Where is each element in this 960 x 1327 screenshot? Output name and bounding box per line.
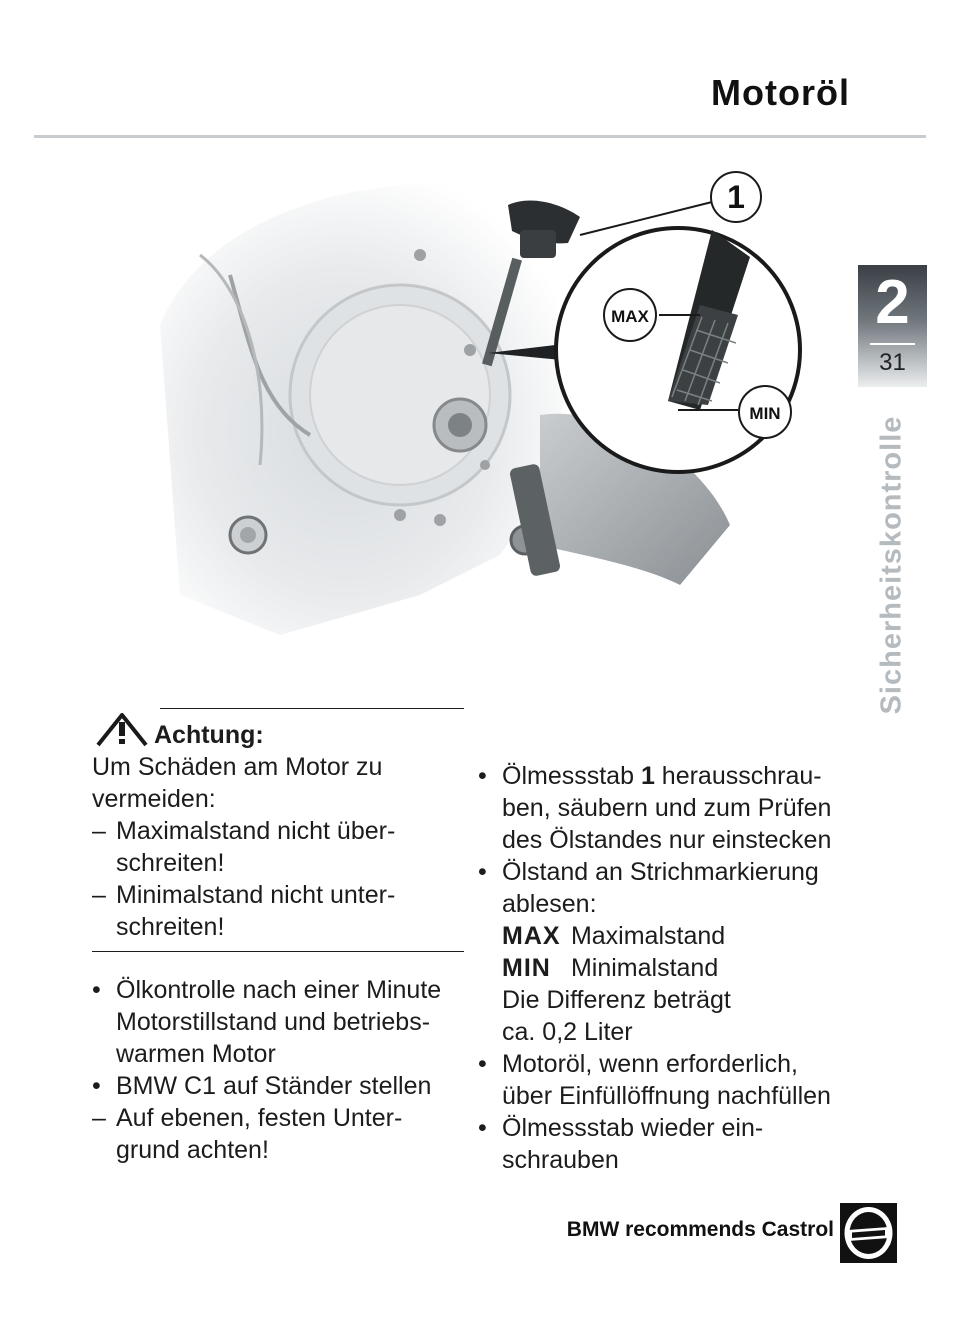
list-item-text: ben, säubern und zum Prüfen (502, 794, 832, 822)
label-max: MAX (611, 307, 649, 326)
list-item-text (502, 760, 878, 792)
page-title: Motoröl (711, 72, 850, 113)
list-item (92, 1070, 464, 1102)
difference-note: Die Differenz beträgt (502, 986, 731, 1014)
engine-dipstick-figure (140, 165, 870, 660)
title-divider (34, 135, 926, 138)
warning-intro: Um Schäden am Motor zu (92, 753, 383, 781)
section-side-label: Sicherheitskontrolle (875, 415, 908, 715)
callout-1: 1 (727, 179, 745, 215)
min-definition (478, 952, 878, 984)
warning-top-rule (160, 708, 464, 709)
min-key: MIN (502, 954, 551, 982)
list-item (478, 1112, 878, 1176)
list-item-text: grund achten! (116, 1136, 269, 1164)
warning-header (92, 711, 464, 751)
list-item-text: über Einfüllöffnung nachfüllen (502, 1082, 831, 1110)
list-item (478, 856, 878, 920)
warning-item-text: schreiten! (116, 913, 225, 941)
list-item-text: warmen Motor (116, 1040, 276, 1068)
warning-item-text: Maximalstand nicht über- (116, 817, 396, 845)
list-item-text: Auf ebenen, festen Unter- (116, 1104, 403, 1132)
list-item-text: Ölstand an Strichmarkierung (502, 858, 819, 886)
list-item-text: Motoröl, wenn erforderlich, (502, 1050, 798, 1078)
step-text: herausschrau- (654, 762, 822, 790)
difference-value: ca. 0,2 Liter (502, 1018, 633, 1046)
list-item (478, 1048, 878, 1112)
bullet-marker: • (92, 1072, 101, 1100)
list-item-text: Ölkontrolle nach einer Minute (116, 976, 442, 1004)
bullet-marker: • (478, 1114, 487, 1142)
list-item (478, 760, 878, 856)
bullet-marker: • (478, 1050, 487, 1078)
warning-item-text: Minimalstand nicht unter- (116, 881, 396, 909)
right-column (478, 760, 878, 1176)
page-number: 31 (879, 349, 906, 376)
list-item-text: schrauben (502, 1146, 619, 1174)
list-item-text: BMW C1 auf Ständer stellen (116, 1072, 432, 1100)
list-item-text: des Ölstandes nur einstecken (502, 826, 832, 854)
warning-intro-cont: vermeiden: (92, 785, 216, 813)
max-key: MAX (502, 922, 561, 950)
warning-icon (92, 711, 152, 751)
dash-marker: – (92, 1104, 106, 1132)
list-item-text: Ölmessstab wieder ein- (502, 1114, 764, 1142)
left-column (92, 708, 464, 1166)
bullet-marker: • (92, 976, 101, 1004)
max-definition (478, 920, 878, 952)
list-item (92, 974, 464, 1070)
bullet-marker: • (478, 858, 487, 886)
bullet-marker: • (478, 762, 487, 790)
warning-title: Achtung: (154, 721, 264, 749)
chapter-divider (870, 343, 915, 345)
label-min: MIN (749, 404, 781, 423)
list-item-text: ablesen: (502, 890, 597, 918)
reference-number: 1 (640, 762, 655, 790)
warning-item (92, 815, 464, 879)
dash-marker: – (92, 881, 106, 909)
min-value: Minimalstand (570, 954, 719, 982)
list-item (92, 1102, 464, 1166)
castrol-logo (840, 1203, 897, 1263)
max-value: Maximalstand (570, 922, 726, 950)
chapter-number: 2 (875, 268, 910, 337)
list-item-text: Motorstillstand und betriebs- (116, 1008, 431, 1036)
dash-marker: – (92, 817, 106, 845)
footer-recommendation: BMW recommends Castrol (566, 1218, 834, 1241)
warning-item-text: schreiten! (116, 849, 225, 877)
warning-item (92, 879, 464, 943)
step-text: Ölmessstab (502, 762, 641, 790)
